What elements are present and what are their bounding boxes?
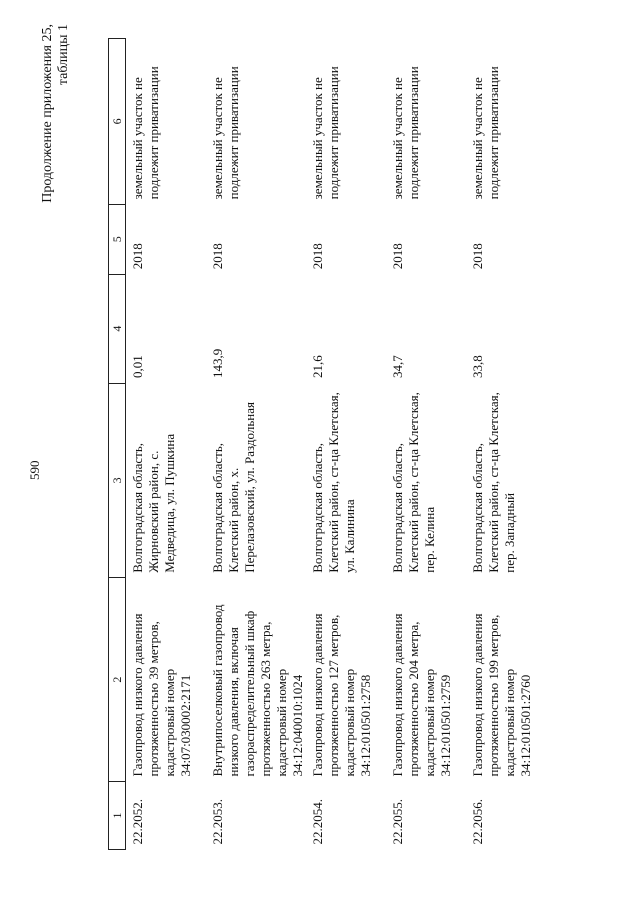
object-length: 34,7 — [390, 355, 405, 379]
header-col-5: 5 — [109, 204, 126, 274]
object-name: Внутрипоселковый газопровод низкого давления, включая газораспределительный шкаф протяженностью 263 метра, кадастровый номер 34:12:040010:1024 — [210, 604, 305, 777]
object-length: 143,9 — [210, 348, 225, 379]
row-number: 22.2055. — [390, 799, 405, 845]
object-year: 2018 — [470, 243, 485, 270]
header-col-3: 3 — [109, 383, 126, 578]
table-header-row — [109, 39, 126, 850]
caption-line-1: Продолжение приложения 25, — [40, 24, 55, 203]
object-length: 0,01 — [130, 355, 145, 379]
object-note: земельный участок не подлежит приватизации — [390, 66, 421, 200]
object-name: Газопровод низкого давления протяженностью 127 метров, кадастровый номер 34:12:010501:2758 — [310, 613, 373, 777]
table-caption — [40, 24, 72, 203]
object-note: земельный участок не подлежит приватизации — [210, 66, 241, 200]
page-number: 590 — [27, 460, 42, 480]
header-col-2: 2 — [109, 578, 126, 782]
table-row — [386, 39, 466, 850]
object-address: Волгоградская область, Клетский район, ст-ца Клетская, пер. Келина — [390, 392, 437, 573]
header-col-4: 4 — [109, 274, 126, 383]
object-year: 2018 — [130, 243, 145, 270]
object-year: 2018 — [390, 243, 405, 270]
table-row — [206, 39, 306, 850]
header-col-1: 1 — [109, 782, 126, 850]
header-col-6: 6 — [109, 39, 126, 205]
row-number: 22.2052. — [130, 799, 145, 845]
table-row — [306, 39, 386, 850]
object-note: земельный участок не подлежит приватизации — [130, 66, 161, 200]
row-number: 22.2056. — [470, 799, 485, 845]
object-address: Волгоградская область, Жирновский район, с. Медведица, ул. Пушкина — [130, 433, 177, 573]
object-note: земельный участок не подлежит приватизации — [470, 66, 501, 200]
object-name: Газопровод низкого давления протяженностью 39 метров, кадастровый номер 34:07:030002:2171 — [130, 613, 193, 777]
object-year: 2018 — [310, 243, 325, 270]
object-address: Волгоградская область, Клетский район, ст-ца Клетская, пер. Западный — [470, 392, 517, 573]
object-address: Волгоградская область, Клетский район, х. Перелазовский, ул. Раздольная — [210, 402, 257, 573]
object-year: 2018 — [210, 243, 225, 270]
table-row — [466, 39, 546, 850]
object-length: 33,8 — [470, 355, 485, 379]
property-table — [108, 38, 546, 850]
caption-line-2: таблицы 1 — [56, 24, 71, 86]
object-note: земельный участок не подлежит приватизации — [310, 66, 341, 200]
object-name: Газопровод низкого давления протяженностью 199 метров, кадастровый номер 34:12:010501:2760 — [470, 613, 533, 777]
row-number: 22.2054. — [310, 799, 325, 845]
object-length: 21,6 — [310, 355, 325, 379]
object-address: Волгоградская область, Клетский район, ст-ца Клетская, ул. Калинина — [310, 392, 357, 573]
object-name: Газопровод низкого давления протяженностью 204 метра, кадастровый номер 34:12:010501:2759 — [390, 613, 453, 777]
table-row — [126, 39, 207, 850]
row-number: 22.2053. — [210, 799, 225, 845]
